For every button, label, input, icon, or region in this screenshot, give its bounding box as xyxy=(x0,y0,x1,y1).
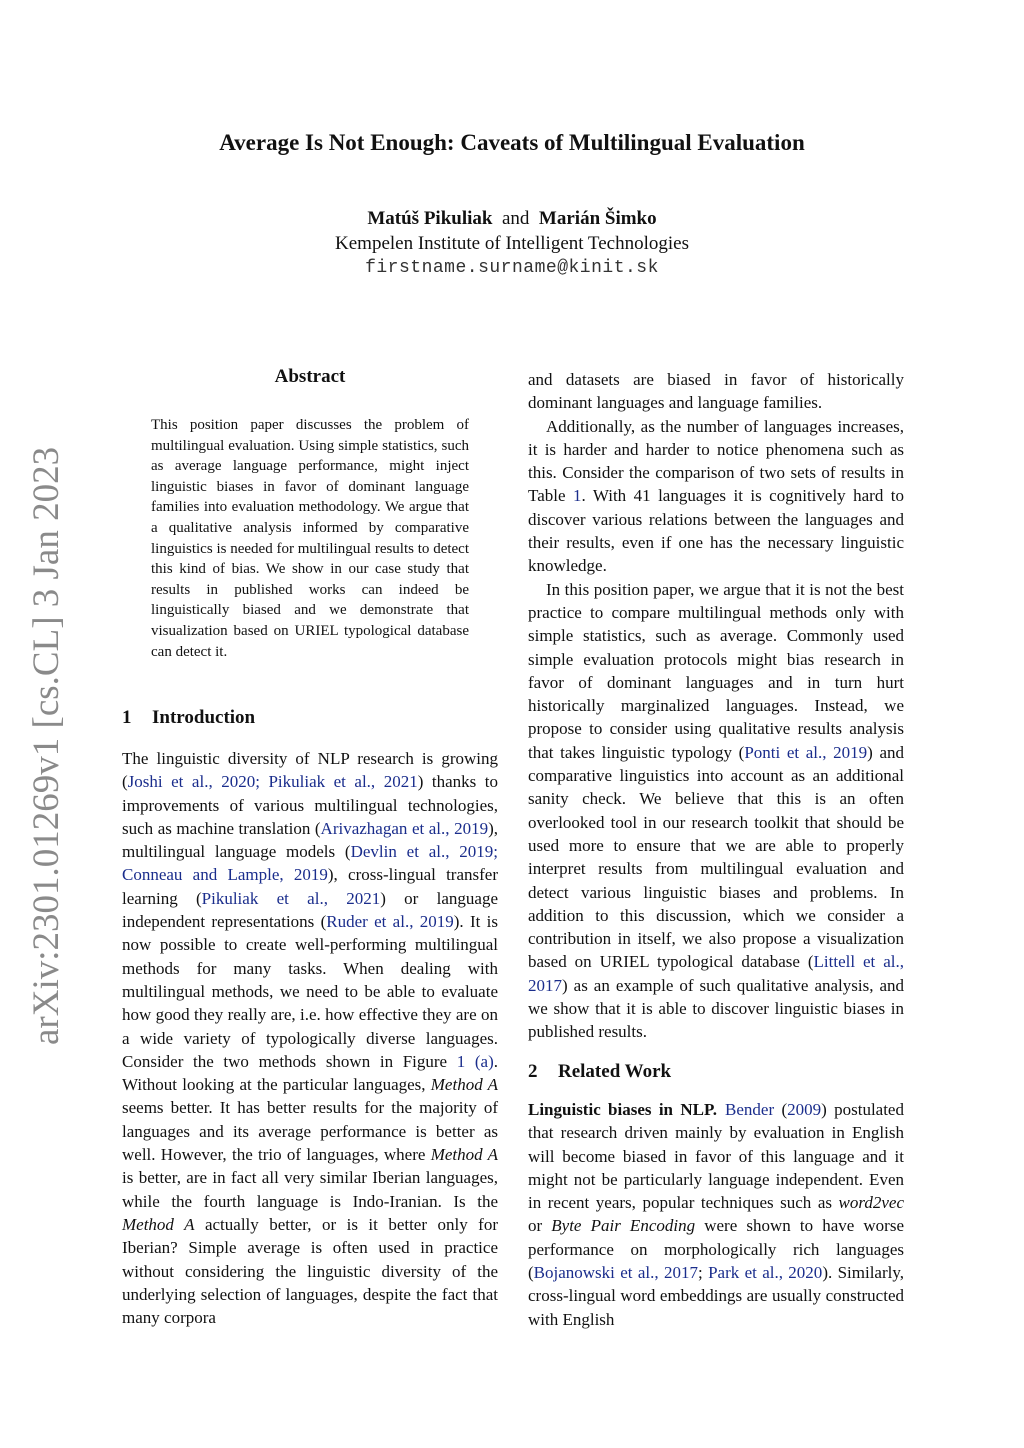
citation-link[interactable]: Devlin et al., 2019; Conneau and Lample, 2019 xyxy=(122,842,498,885)
right-column-intro xyxy=(528,368,904,1044)
citation-link[interactable]: Littell et al., 2017 xyxy=(528,952,904,995)
affiliation: Kempelen Institute of Intelligent Technologies xyxy=(335,233,689,254)
abstract-heading: Abstract xyxy=(274,366,346,387)
figure-ref-link[interactable]: 1 (a) xyxy=(456,1051,494,1071)
citation-link[interactable]: Joshi et al., 2020; Pikuliak et al., 2021 xyxy=(127,772,418,792)
right-paragraph-3: In this position paper, we argue that it is not the best practice to compare multilingual methods only with simple statistics, such as average. Commonly used simple evaluation protocols might bias research in favor of dominant languages and in turn hurt historically marginalized languages. Instead, we propose to consider using qualitative results analysis that takes linguistic typology (Ponti et al., 2019) and comparative linguistics into account as an additional sanity check. We believe that this is an often overlooked tool in our research toolkit that should be used more to ensure that we are able to properly interpret results from multilingual evaluation and detect various linguistic biases and problems. In addition to this discussion, which we consider a contribution in itself, we also propose a visualization based on URIEL typological database (Littell et al., 2017) as an example of such qualitative analysis, and we show that it is able to discover linguistic biases in published results. xyxy=(528,579,904,1042)
section-title: Related Work xyxy=(558,1061,672,1082)
introduction-body xyxy=(122,747,498,1329)
author-1: Matúš Pikuliak xyxy=(367,208,493,229)
section-title: Introduction xyxy=(152,707,256,728)
paragraph-subheading: Linguistic biases in NLP. xyxy=(528,1100,718,1119)
right-paragraph-2: Additionally, as the number of languages increases, it is harder and harder to notice phenomena such as this. Consider the comparison of two sets of results in Table 1. With 41 languages it is cognitively hard to discover various relations between the languages and their results, even if one has the necessary linguistic knowledge. xyxy=(528,416,904,576)
intro-paragraph: The linguistic diversity of NLP research is growing (Joshi et al., 2020; Pikuliak et al., 2021) thanks to improvements of various multilingual technologies, such as machine translation (Arivazhagan et al., 2019), multilingual language models (Devlin et al., 2019; Conneau and Lample, 2019), cross-lingual transfer learning (Pikuliak et al., 2021) or language independent representations (Ruder et al., 2019). It is now possible to create well-performing multilingual methods for many tasks. When dealing with multilingual methods, we need to be able to evaluate how good they really are, i.e. how effective they are on a wide variety of typologically diverse languages. Consider the two methods shown in Figure 1 (a). Without looking at the particular languages, Method A seems better. It has better results for the majority of languages and its average performance is better as well. However, the trio of languages, where Method A is better, are in fact all very similar Iberian languages, while the fourth language is Indo-Iranian. Is the Method A actually better, or is it better only for Iberian? Simple average is often used in practice without considering the linguistic diversity of the underlying selection of languages, despite the fact that many corpora xyxy=(122,749,499,1328)
citation-link[interactable]: Park et al., 2020 xyxy=(708,1263,823,1283)
section-number: 1 xyxy=(122,707,132,728)
abstract-text: This position paper discusses the problem of multilingual evaluation. Using simple statistics, such as average language performance, might inject linguistic biases in favor of dominant language families into evaluation methodology. We argue that a qualitative analysis informed by comparative linguistics is needed for multilingual results to detect this kind of bias. We show in our case study that results in published works can indeed be linguistically biased and we demonstrate that visualization based on URIEL typological database can detect it. xyxy=(151,417,469,660)
related-work-body xyxy=(528,1098,904,1331)
citation-link[interactable]: Bojanowski et al., 2017 xyxy=(533,1263,698,1283)
author-email: firstname.surname@kinit.sk xyxy=(365,258,659,278)
citation-link[interactable]: Pikuliak et al., 2021 xyxy=(201,888,381,908)
citation-link[interactable]: Ponti et al., 2019 xyxy=(744,742,868,762)
paper-title: Average Is Not Enough: Caveats of Multilingual Evaluation xyxy=(219,130,805,155)
right-paragraph-1: and datasets are biased in favor of historically dominant languages and language families. xyxy=(528,370,904,413)
citation-link[interactable]: 2009 xyxy=(787,1100,822,1119)
section-number: 2 xyxy=(528,1061,538,1082)
table-ref-link[interactable]: 1 xyxy=(572,486,582,506)
related-paragraph: Linguistic biases in NLP. Bender (2009) postulated that research driven mainly by evaluation in English will become biased in favor of this language and it might not be particularly language independent. Even in recent years, popular techniques such as word2vec or Byte Pair Encoding were shown to have worse performance on morphologically rich languages (Bojanowski et al., 2017; Park et al., 2020). Similarly, cross-lingual word embeddings are usually constructed with English xyxy=(528,1100,904,1329)
section-heading-related-work xyxy=(528,1061,671,1083)
arxiv-stamp-text: arXiv:2301.01269v1 [cs.CL] 3 Jan 2023 xyxy=(26,446,67,1045)
author-conjunction: and xyxy=(501,208,530,229)
citation-link[interactable]: Arivazhagan et al., 2019 xyxy=(320,818,489,838)
author-2: Marián Šimko xyxy=(538,208,657,229)
arxiv-stamp xyxy=(25,446,67,1045)
citation-link[interactable]: Bender xyxy=(725,1100,775,1119)
author-line xyxy=(0,208,1024,230)
citation-link[interactable]: Ruder et al., 2019 xyxy=(326,912,454,932)
section-heading-introduction xyxy=(122,707,255,729)
